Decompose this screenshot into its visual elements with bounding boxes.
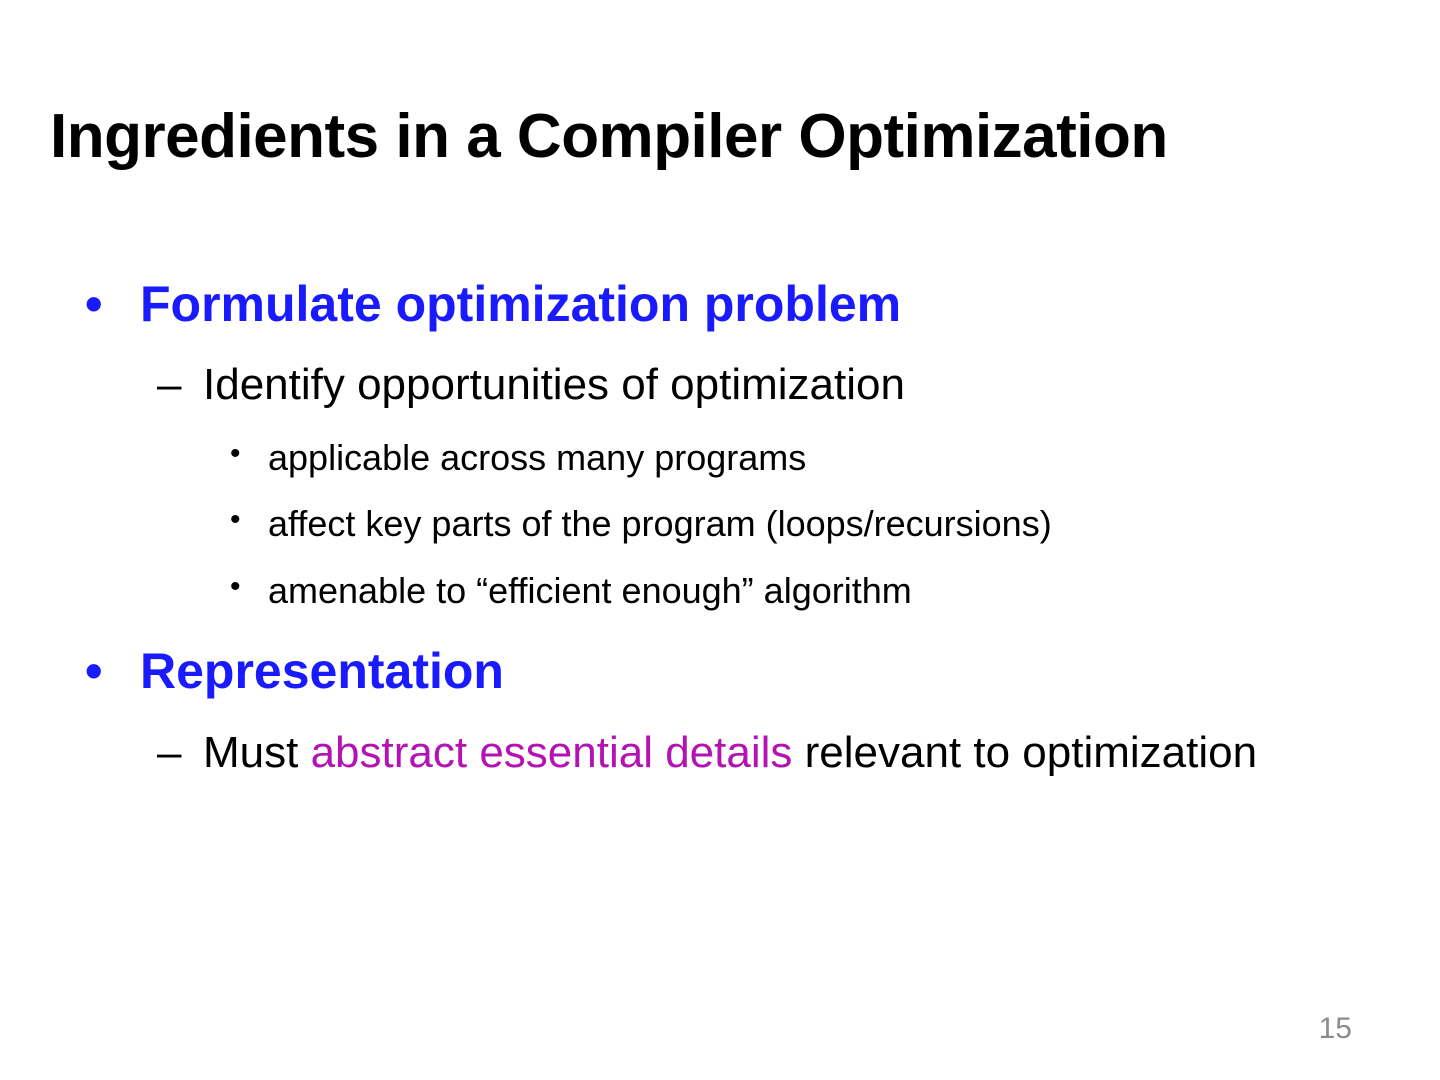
bullet-dot-icon: • bbox=[85, 276, 103, 332]
page-number: 15 bbox=[1318, 1012, 1352, 1045]
sub-must-suffix: relevant to optimization bbox=[792, 728, 1258, 777]
subsub-amenable-label: amenable to “efficient enough” algorithm bbox=[268, 570, 912, 611]
bullet-dot-icon: • bbox=[85, 643, 103, 699]
slide-title: Ingredients in a Compiler Optimization bbox=[50, 102, 1168, 171]
bullet-representation-label: Representation bbox=[140, 643, 504, 699]
sub-highlight: abstract essential details bbox=[310, 728, 793, 777]
small-bullet-icon: • bbox=[230, 503, 241, 536]
sub-must-abstract-text bbox=[203, 721, 1283, 785]
dash-icon: – bbox=[157, 360, 182, 409]
dash-icon: – bbox=[157, 728, 182, 777]
small-bullet-icon: • bbox=[230, 570, 241, 603]
bullet-formulate-label: Formulate optimization problem bbox=[140, 276, 902, 332]
subsub-affect-label: affect key parts of the program (loops/recursions) bbox=[268, 503, 1052, 544]
sub-identify-label: Identify opportunities of optimization bbox=[203, 360, 905, 409]
subsub-applicable-label: applicable across many programs bbox=[268, 437, 807, 478]
small-bullet-icon: • bbox=[230, 437, 241, 470]
sub-must-prefix: Must bbox=[203, 728, 311, 777]
